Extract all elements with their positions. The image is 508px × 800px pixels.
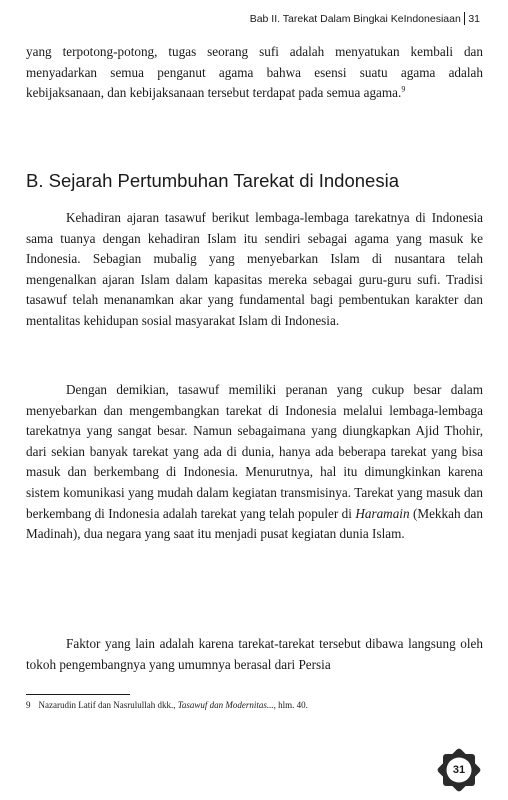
section-heading: B. Sejarah Pertumbuhan Tarekat di Indonesia [26, 170, 399, 191]
footnote-text: Nazarudin Latif dan Nasrulullah dkk., [38, 700, 176, 710]
intro-paragraph [26, 42, 483, 104]
paragraph-2-block [26, 380, 483, 545]
paragraph-1-block [26, 208, 483, 332]
paragraph-3: Faktor yang lain adalah karena tarekat-tarekat tersebut dibawa langsung oleh tokoh pengembangnya yang umumnya berasal dari Persia [26, 636, 483, 672]
chapter-title: Bab II. Tarekat Dalam Bingkai KeIndonesiaan [249, 12, 461, 25]
paragraph-2-text-a: Dengan demikian, tasawuf memiliki peranan yang cukup besar dalam menyebarkan dan mengembangkan tarekat di Indonesia melalui lembaga-lembaga tarekatnya yang sangat besar. Namun sebagaimana yang diungkapkan Ajid Thohir, dari sekian banyak tarekat yang ada di dunia, hanya ada beberapa tarekat yang bisa masuk dan berkembang di Indonesia. Menurutnya, hal itu dimungkinkan karena sistem komunikasi yang mudah dalam kegiatan transmisinya. Tarekat yang masuk dan berkembang di Indonesia adalah tarekat yang telah populer di [26, 382, 483, 521]
footnote-title: Tasawuf dan Modernitas... [177, 700, 274, 710]
footnote-reference: 9 [401, 84, 406, 94]
running-header [250, 12, 480, 25]
footnote-number: 9 [26, 700, 31, 710]
paragraph-3-block [26, 634, 483, 675]
page-number-badge [434, 745, 484, 795]
footnote-pages: , hlm. 40. [273, 700, 308, 710]
haramain-term: Haramain [355, 505, 410, 521]
intro-block [26, 42, 483, 104]
footnote-rule [26, 694, 130, 695]
intro-text: yang terpotong-potong, tugas seorang sufi adalah menyatukan kembali dan menyadarkan semua penganut agama bahwa esensi suatu agama adalah kebijaksanaan, dan kebijaksanaan tersebut terdapat pada semua agama. [26, 44, 483, 101]
paragraph-2 [26, 380, 483, 545]
paragraph-2-text-b: (Mekkah dan Madinah), dua negara yang saat itu menjadi pusat kegiatan dunia Islam. [26, 505, 483, 542]
header-page-number: 31 [468, 12, 480, 25]
footnote [26, 700, 308, 710]
badge-page-number: 31 [452, 764, 466, 776]
paragraph-1: Kehadiran ajaran tasawuf berikut lembaga-lembaga tarekatnya di Indonesia sama tuanya dengan kehadiran Islam itu sendiri sebagai agama yang masuk ke Indonesia. Sebagian mubalig yang menyebarkan Islam di nusantara telah mengenalkan ajaran Islam dalam kapasitas mereka sebagai guru-guru sufi. Tradisi tasawuf telah menanamkan akar yang fundamental bagi pembentukan karakter dan mentalitas kehidupan sosial masyarakat Islam di Indonesia. [26, 210, 483, 328]
header-divider [464, 12, 466, 25]
